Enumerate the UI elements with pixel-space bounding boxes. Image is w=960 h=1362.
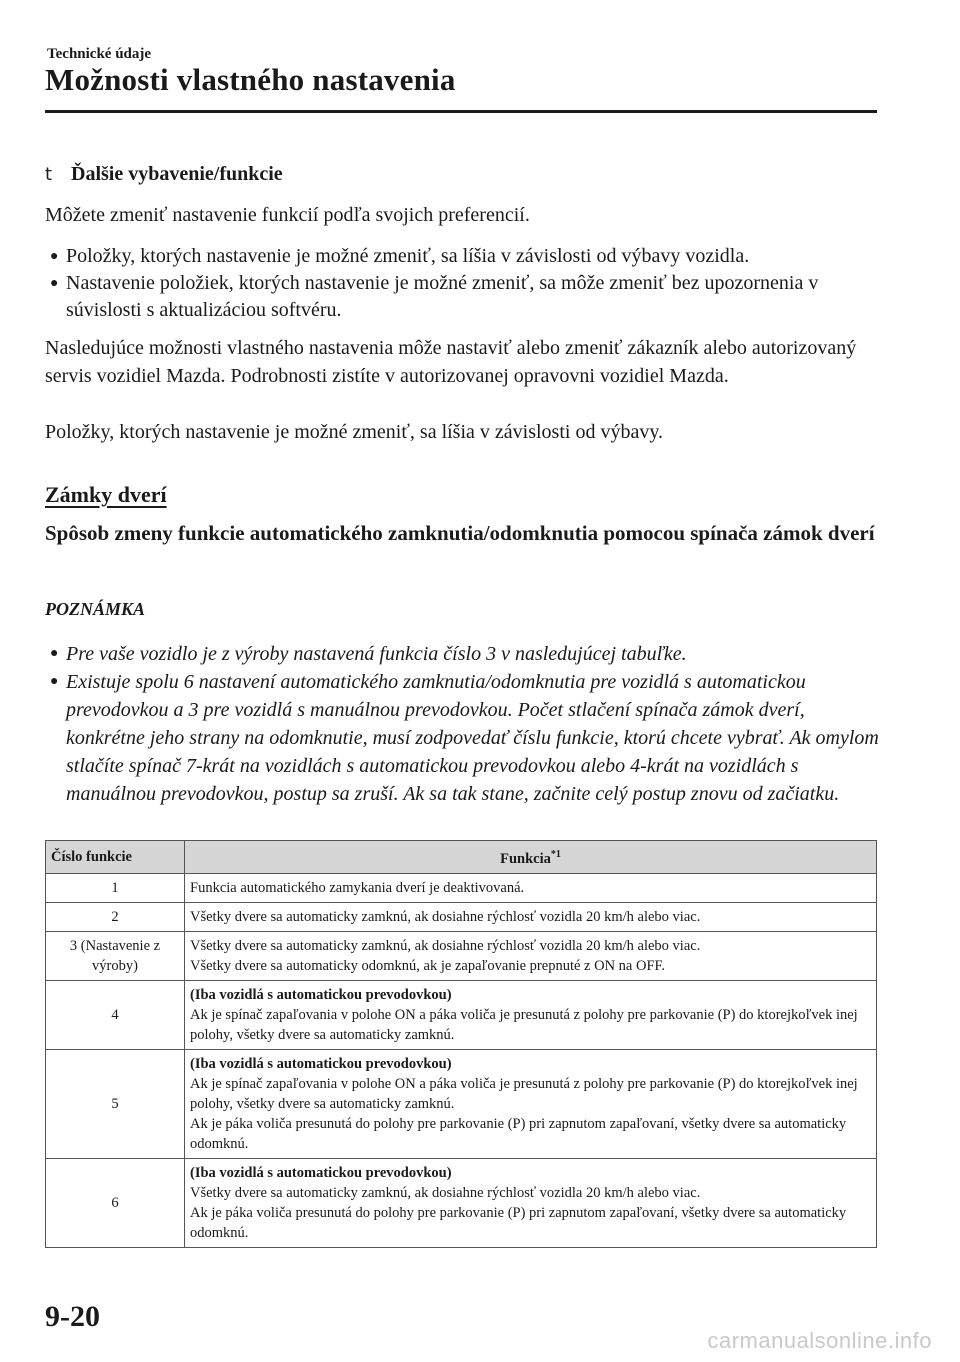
method-heading: Spôsob zmeny funkcie automatického zamknutia/odomknutia pomocou spínača zámok dverí <box>45 521 875 545</box>
note-item <box>50 640 880 668</box>
note-item-text: Pre vaše vozidlo je z výroby nastavená funkcia číslo 3 v nasledujúcej tabuľke. <box>66 643 687 665</box>
function-description-cell <box>185 902 877 931</box>
function-number-cell: 2 <box>46 902 185 931</box>
function-description-line: Všetky dvere sa automaticky zamknú, ak dosiahne rýchlosť vozidla 20 km/h alebo viac. <box>190 1184 701 1201</box>
door-locks-heading: Zámky dverí <box>45 482 167 507</box>
watermark: carmanualsonline.info <box>707 1328 932 1353</box>
equipment-paragraph: Položky, ktorých nastavenie je možné zmeniť, sa líšia v závislosti od výbavy. <box>45 421 664 443</box>
column-header-function <box>185 841 877 874</box>
page-title: Možnosti vlastného nastavenia <box>45 62 456 97</box>
function-description-line: Ak je páka voliča presunutá do polohy pre parkovanie (P) pri zapnutom zapaľovaní, všetky dvere sa automaticky odomknú. <box>190 1204 847 1241</box>
table-row <box>46 980 877 1049</box>
page-number: 9-20 <box>45 1300 100 1333</box>
bullet-icon: ● <box>50 249 59 264</box>
bullet-icon: ● <box>50 276 59 291</box>
function-number-cell: 4 <box>46 980 185 1049</box>
function-description-line: Ak je spínač zapaľovania v polohe ON a páka voliča je presunutá z polohy pre parkovanie (P) do ktorejkoľvek inej polohy, všetky dvere sa automaticky zamknú. <box>190 1075 858 1112</box>
list-item <box>50 243 880 270</box>
table-row <box>46 1049 877 1158</box>
table-header-row <box>46 841 877 874</box>
intro-paragraph: Môžete zmeniť nastavenie funkcií podľa svojich preferencií. <box>45 204 530 226</box>
bullet-icon: ● <box>50 646 59 661</box>
function-description-line: Ak je spínač zapaľovania v polohe ON a páka voliča je presunutá z polohy pre parkovanie (P) do ktorejkoľvek inej polohy, všetky dvere sa automaticky zamknú. <box>190 1006 858 1043</box>
column-header-number: Číslo funkcie <box>46 841 185 874</box>
function-description-line: (Iba vozidlá s automatickou prevodovkou) <box>190 986 452 1003</box>
chapter-label: Technické údaje <box>47 46 152 62</box>
function-description-line: (Iba vozidlá s automatickou prevodovkou) <box>190 1164 452 1181</box>
list-item-text: Položky, ktorých nastavenie je možné zmeniť, sa líšia v závislosti od výbavy vozidla. <box>66 245 750 267</box>
table-row <box>46 931 877 980</box>
title-divider <box>45 110 877 113</box>
function-description-line: Všetky dvere sa automaticky zamknú, ak dosiahne rýchlosť vozidla 20 km/h alebo viac. <box>190 937 701 954</box>
note-item-text: Existuje spolu 6 nastavení automatického zamknutia/odomknutia pre vozidlá s automatickou prevodovkou a 3 pre vozidlá s manuálnou prevodovkou. Počet stlačení spínača zámok dverí, konkrétne jeho strany na odomknutie, musí zodpovedať číslu funkcie, ktorú chcete vybrať. Ak omylom stlačíte spínač 7-krát na vozidlách s automatickou prevodovkou alebo 4-krát na vozidlách s manuálnou prevodovkou, postup sa zruší. Ak sa tak stane, začnite celý postup znovu od začiatku. <box>66 671 879 805</box>
function-description-line: Ak je páka voliča presunutá do polohy pre parkovanie (P) pri zapnutom zapaľovaní, všetky dvere sa automaticky odomknú. <box>190 1115 847 1152</box>
note-item <box>50 668 880 808</box>
section-heading-text: Ďalšie vybavenie/funkcie <box>71 163 283 185</box>
function-number-cell: 3 (Nastavenie z výroby) <box>46 931 185 980</box>
section-marker-icon: t <box>45 164 53 185</box>
function-table <box>45 840 877 1248</box>
function-description-cell <box>185 873 877 902</box>
function-description-cell <box>185 931 877 980</box>
footnote-marker: *1 <box>550 849 561 860</box>
list-item <box>50 270 880 324</box>
function-description-line: Všetky dvere sa automaticky odomknú, ak je zapaľovanie prepnuté z ON na OFF. <box>190 957 666 974</box>
note-label: POZNÁMKA <box>45 599 146 619</box>
bullet-icon: ● <box>50 674 59 689</box>
function-description-cell <box>185 980 877 1049</box>
function-number-cell: 6 <box>46 1158 185 1247</box>
customization-paragraph: Nasledujúce možnosti vlastného nastavenia môže nastaviť alebo zmeniť zákazník alebo autorizovaný servis vozidiel Mazda. Podrobnosti zistíte v autorizovanej opravovni vozidiel Mazda. <box>45 337 857 387</box>
function-number-cell: 5 <box>46 1049 185 1158</box>
function-description-cell <box>185 1049 877 1158</box>
table-row <box>46 902 877 931</box>
section-heading <box>45 163 283 186</box>
function-description-line: Všetky dvere sa automaticky zamknú, ak dosiahne rýchlosť vozidla 20 km/h alebo viac. <box>190 908 701 925</box>
function-description-cell <box>185 1158 877 1247</box>
table-body <box>46 873 877 1247</box>
function-number-cell: 1 <box>46 873 185 902</box>
table-row <box>46 1158 877 1247</box>
list-item-text: Nastavenie položiek, ktorých nastavenie je možné zmeniť, sa môže zmeniť bez upozornenia v súvislosti s aktualizáciou softvéru. <box>66 272 819 321</box>
column-header-function-text: Funkcia <box>500 850 551 867</box>
table-row <box>46 873 877 902</box>
function-description-line: (Iba vozidlá s automatickou prevodovkou) <box>190 1055 452 1072</box>
function-description-line: Funkcia automatického zamykania dverí je deaktivovaná. <box>190 879 525 896</box>
